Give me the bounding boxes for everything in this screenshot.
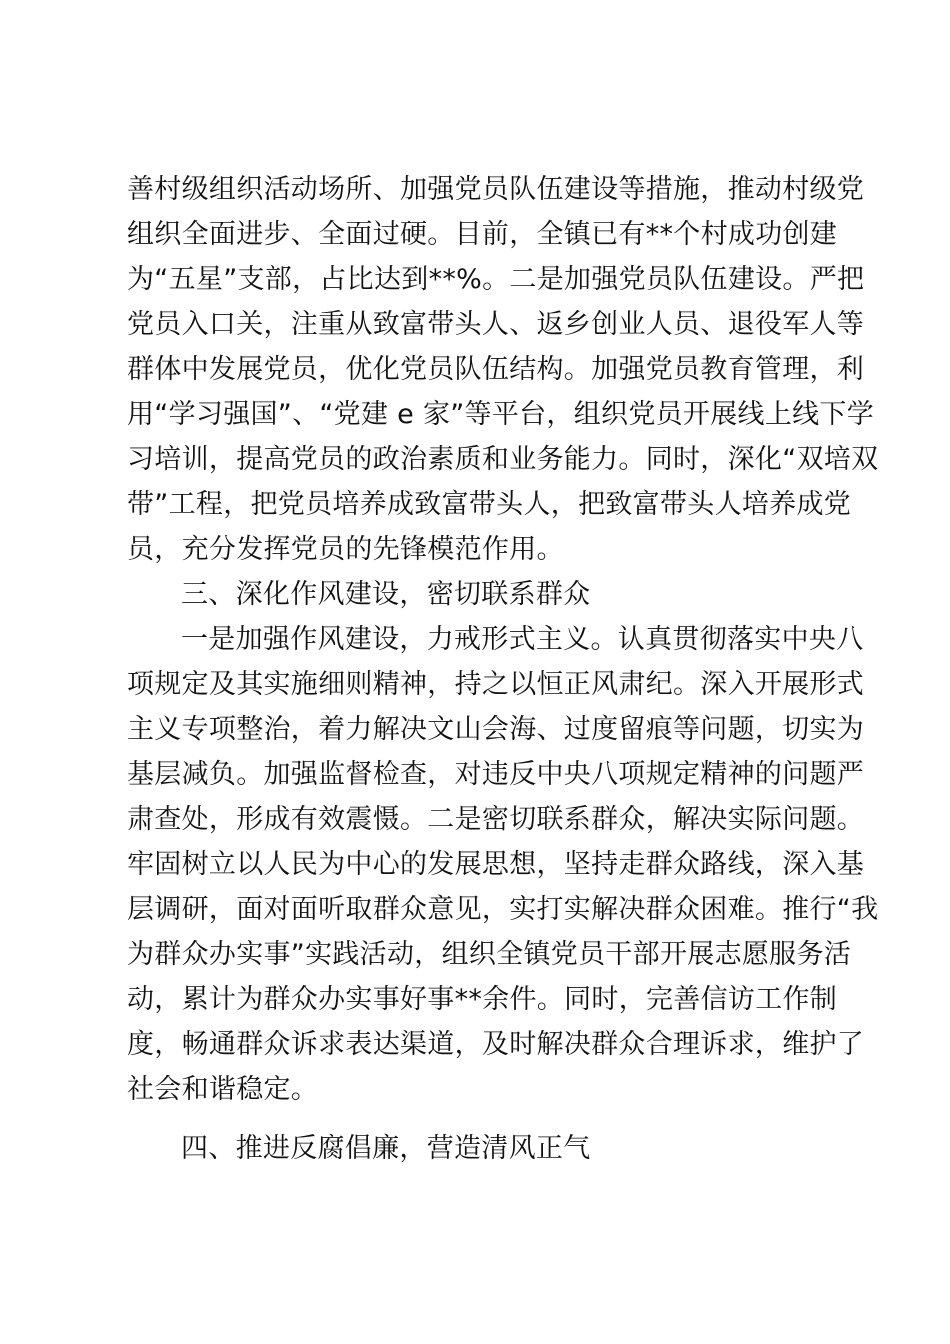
text-line: 主义专项整治，着力解决文山会海、过度留痕等问题，切实为 bbox=[127, 714, 865, 745]
text-line: 社会和谐稳定。 bbox=[127, 1074, 319, 1105]
text-line: 层调研，面对面听取群众意见，实打实解决群众困难。推行“我 bbox=[127, 894, 879, 925]
text-line: 项规定及其实施细则精神，持之以恒正风肃纪。深入开展形式 bbox=[127, 669, 865, 700]
section-heading-4: 四、推进反腐倡廉，营造清风正气 bbox=[181, 1133, 591, 1164]
text-line: 动，累计为群众办实事好事**余件。同时，完善信访工作制 bbox=[127, 984, 838, 1015]
paragraph-first-line: 一是加强作风建设，力戒形式主义。认真贯彻落实中央八 bbox=[181, 624, 864, 655]
text-line: 群体中发展党员，优化党员队伍结构。加强党员教育管理，利 bbox=[127, 354, 865, 385]
section-heading-3: 三、深化作风建设，密切联系群众 bbox=[181, 579, 591, 610]
text-line: 度，畅通群众诉求表达渠道，及时解决群众合理诉求，维护了 bbox=[127, 1029, 865, 1060]
text-line: 善村级组织活动场所、加强党员队伍建设等措施，推动村级党 bbox=[127, 174, 865, 205]
text-line: 牢固树立以人民为中心的发展思想，坚持走群众路线，深入基 bbox=[127, 849, 865, 880]
text-line: 用“学习强国”、“党建 e 家”等平台，组织党员开展线上线下学 bbox=[127, 399, 875, 430]
text-line: 组织全面进步、全面过硬。目前，全镇已有**个村成功创建 bbox=[127, 219, 838, 250]
text-line: 党员入口关，注重从致富带头人、返乡创业人员、退役军人等 bbox=[127, 309, 865, 340]
text-line: 习培训，提高党员的政治素质和业务能力。同时，深化“双培双 bbox=[127, 444, 879, 475]
document-body bbox=[127, 167, 887, 1171]
text-line: 基层减负。加强监督检查，对违反中央八项规定精神的问题严 bbox=[127, 759, 865, 790]
text-line: 为“五星”支部，占比达到**%。二是加强党员队伍建设。严把 bbox=[127, 264, 865, 295]
text-line: 带”工程，把党员培养成致富带头人，把致富带头人培养成党 bbox=[127, 489, 852, 520]
text-line: 为群众办实事”实践活动，组织全镇党员干部开展志愿服务活 bbox=[127, 939, 852, 970]
text-line: 肃查处，形成有效震慑。二是密切联系群众，解决实际问题。 bbox=[127, 804, 865, 835]
text-line: 员，充分发挥党员的先锋模范作用。 bbox=[127, 534, 564, 565]
